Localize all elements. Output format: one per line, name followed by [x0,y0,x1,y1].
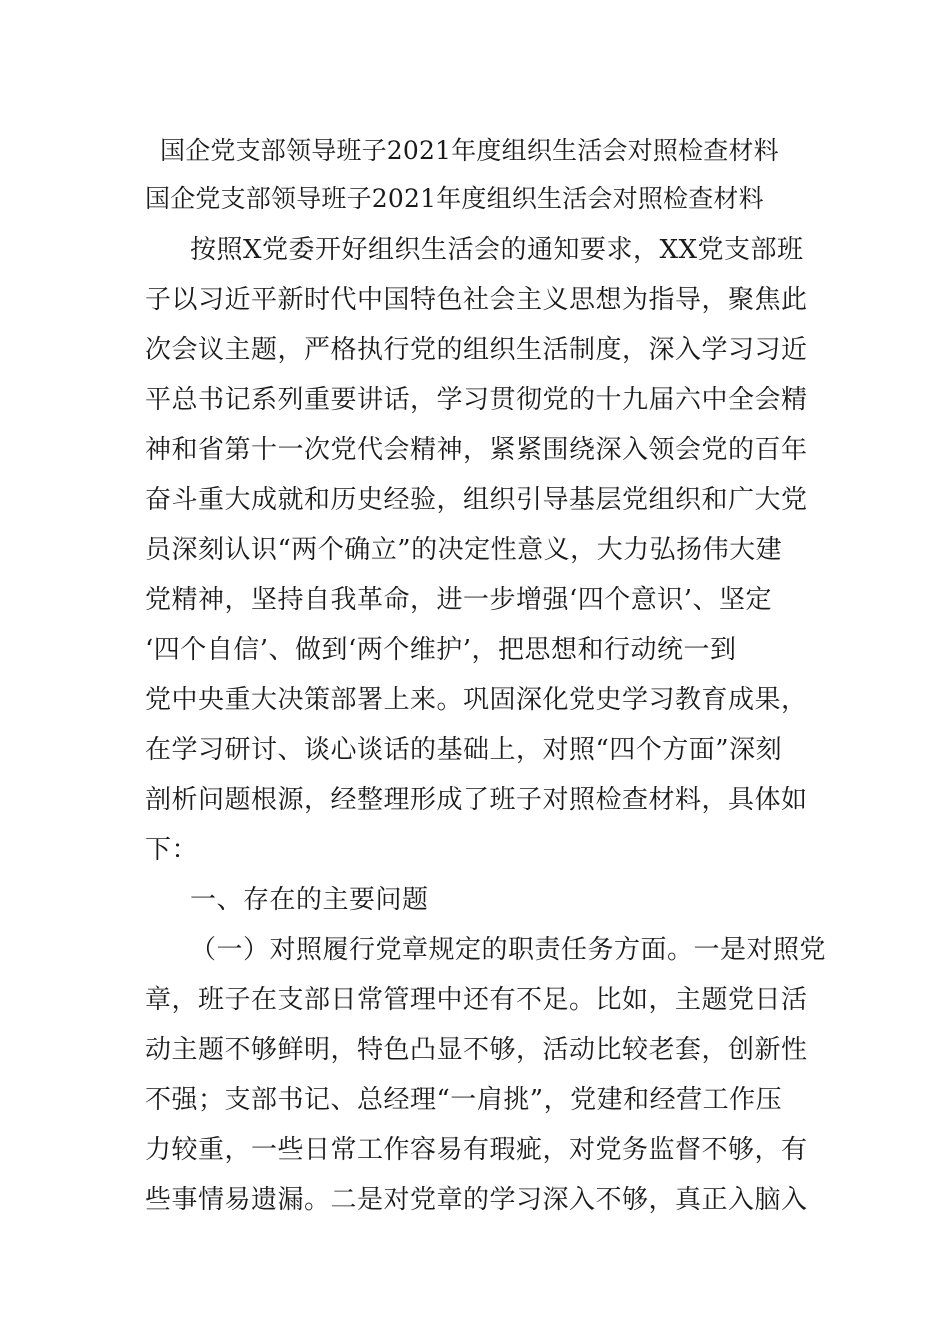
paragraph-line: 子以习近平新时代中国特色社会主义思想为指导，聚焦此 [145,285,808,315]
paragraph-line: 奋斗重大成就和历史经验，组织引导基层党组织和广大党 [145,485,808,515]
paragraph-line: 按照X党委开好组织生活会的通知要求，XX党支部班 [190,235,804,265]
paragraph-line: 平总书记系列重要讲话，学习贯彻党的十九届六中全会精 [145,385,808,415]
paragraph-line: 章，班子在支部日常管理中还有不足。比如，主题党日活 [145,985,808,1015]
document-title: 国企党支部领导班子2021年度组织生活会对照检查材料 [160,136,779,165]
document-title-repeat: 国企党支部领导班子2021年度组织生活会对照检查材料 [145,184,764,213]
paragraph-line: 党中央重大决策部署上来。巩固深化党史学习教育成果， [145,685,808,715]
paragraph-line: 些事情易遗漏。二是对党章的学习深入不够，真正入脑入 [145,1185,808,1215]
paragraph-line: 动主题不够鲜明，特色凸显不够，活动比较老套，创新性 [145,1035,808,1065]
paragraph-line: （一）对照履行党章规定的职责任务方面。一是对照党 [190,935,827,965]
paragraph-line: 在学习研讨、谈心谈话的基础上，对照“四个方面”深刻 [145,735,783,765]
paragraph-line: 神和省第十一次党代会精神，紧紧围绕深入领会党的百年 [145,435,808,465]
section-heading: 一、存在的主要问题 [190,885,429,915]
paragraph-line: 力较重，一些日常工作容易有瑕疵，对党务监督不够，有 [145,1135,808,1165]
paragraph-line: 剖析问题根源，经整理形成了班子对照检查材料，具体如 [145,785,808,815]
paragraph-line: 下： [145,835,199,865]
paragraph-line: 不强；支部书记、总经理“一肩挑”，党建和经营工作压 [145,1085,783,1115]
paragraph-line: 次会议主题，严格执行党的组织生活制度，深入学习习近 [145,335,808,365]
paragraph-line: 员深刻认识“两个确立”的决定性意义，大力弘扬伟大建 [145,535,783,565]
paragraph-line: ‘四个自信’、做到‘两个维护’，把思想和行动统一到 [145,635,737,665]
paragraph-line: 党精神，坚持自我革命，进一步增强‘四个意识’、坚定 [145,585,773,615]
